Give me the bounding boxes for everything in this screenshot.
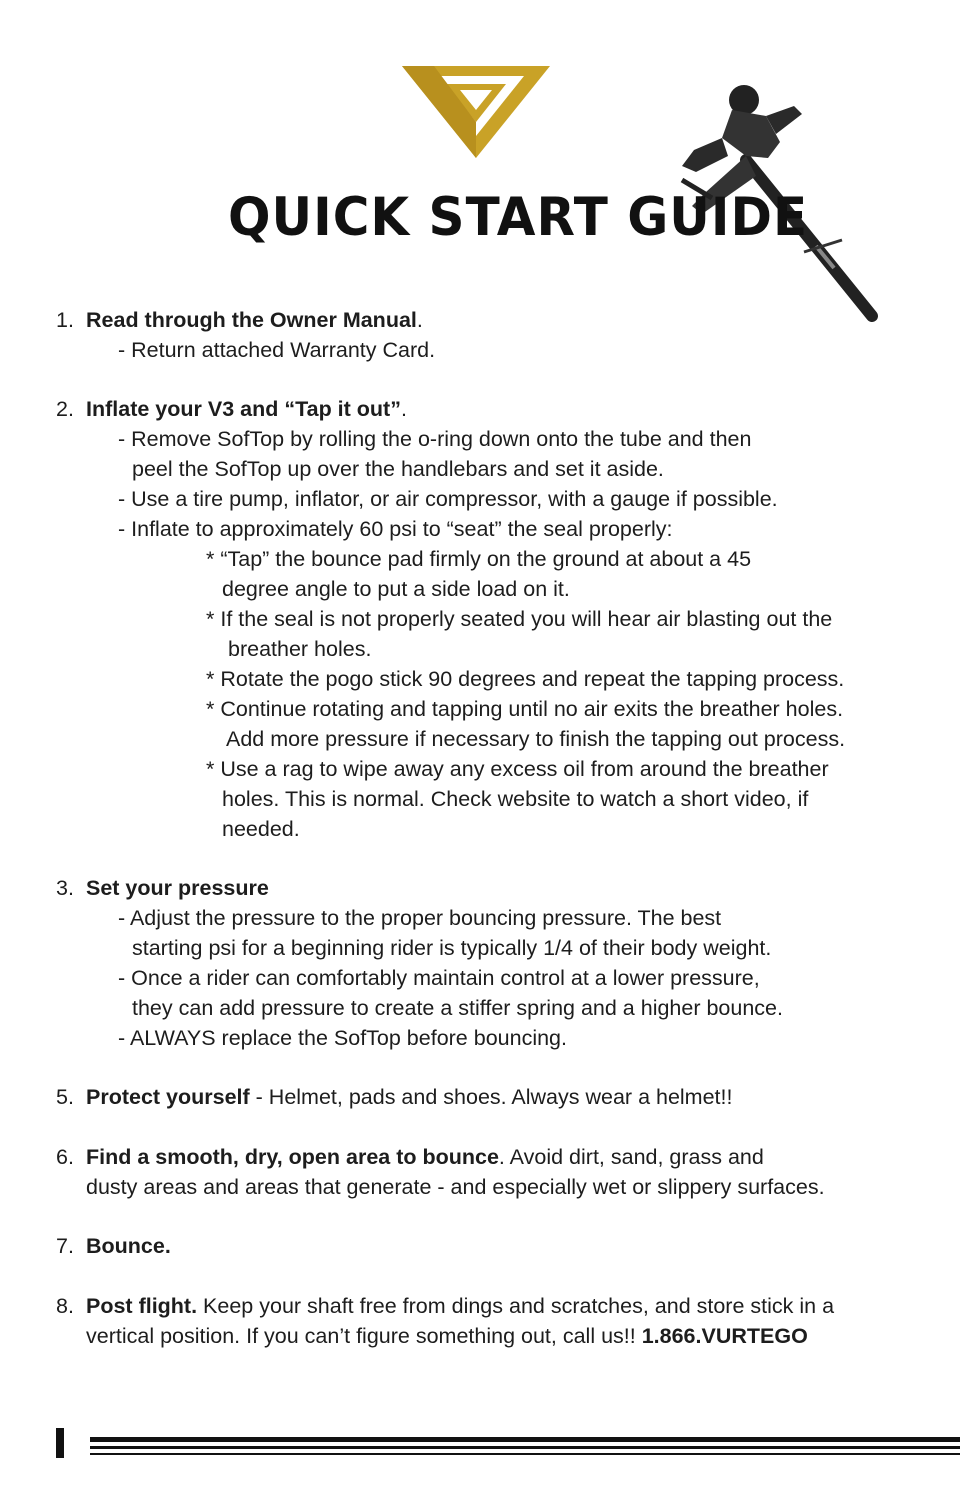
step-3-line: starting psi for a beginning rider is typically 1/4 of their body weight. bbox=[132, 936, 772, 960]
step-2-line: - Use a tire pump, inflator, or air compressor, with a gauge if possible. bbox=[118, 487, 778, 511]
step-8-heading: 8. Post flight. Keep your shaft free from dings and scratches, and store stick in a bbox=[56, 1294, 835, 1318]
page-title: QUICK START GUIDE bbox=[228, 186, 809, 248]
step-3-line: - ALWAYS replace the SofTop before bouncing. bbox=[118, 1026, 567, 1050]
step-1-line: - Return attached Warranty Card. bbox=[118, 338, 436, 362]
step-3-line: they can add pressure to create a stiffer spring and a higher bounce. bbox=[132, 996, 783, 1020]
step-2-subline: Add more pressure if necessary to finish the tapping out process. bbox=[226, 727, 846, 751]
step-2-subline: needed. bbox=[222, 817, 300, 841]
step-5-heading: 5. Protect yourself - Helmet, pads and shoes. Always wear a helmet!! bbox=[56, 1085, 733, 1109]
step-6-line: dusty areas and areas that generate - and especially wet or slippery surfaces. bbox=[86, 1175, 825, 1199]
vurtego-logo-icon bbox=[398, 62, 554, 160]
step-6-heading: 6. Find a smooth, dry, open area to bounce. Avoid dirt, sand, grass and bbox=[56, 1145, 764, 1169]
step-3-line: - Adjust the pressure to the proper bouncing pressure. The best bbox=[118, 906, 722, 930]
step-2-subline: breather holes. bbox=[228, 637, 372, 661]
footer-rule bbox=[90, 1446, 960, 1449]
step-2-line: - Remove SofTop by rolling the o-ring down onto the tube and then bbox=[118, 427, 752, 451]
step-2-subline: * If the seal is not properly seated you will hear air blasting out the bbox=[206, 607, 833, 631]
step-2-line: peel the SofTop up over the handlebars and set it aside. bbox=[132, 457, 664, 481]
page-number bbox=[56, 1428, 64, 1458]
step-2-subline: degree angle to put a side load on it. bbox=[222, 577, 570, 601]
step-2-subline: * Rotate the pogo stick 90 degrees and repeat the tapping process. bbox=[206, 667, 845, 691]
footer-rule bbox=[90, 1437, 960, 1442]
step-2-subline: * Continue rotating and tapping until no air exits the breather holes. bbox=[206, 697, 844, 721]
step-2-subline: holes. This is normal. Check website to watch a short video, if bbox=[222, 787, 809, 811]
step-1-heading: 1. Read through the Owner Manual. bbox=[56, 308, 423, 332]
phone-number: 1.866.VURTEGO bbox=[641, 1324, 808, 1348]
step-2-subline: * Use a rag to wipe away any excess oil from around the breather bbox=[206, 757, 829, 781]
step-2-heading: 2. Inflate your V3 and “Tap it out”. bbox=[56, 397, 407, 421]
step-7-heading: 7. Bounce. bbox=[56, 1234, 171, 1258]
footer-rule bbox=[90, 1453, 960, 1455]
step-2-line: - Inflate to approximately 60 psi to “seat” the seal properly: bbox=[118, 517, 673, 541]
step-8-line: vertical position. If you can’t figure something out, call us!! 1.866.VURTEGO bbox=[86, 1324, 808, 1348]
step-3-heading: 3. Set your pressure bbox=[56, 876, 269, 900]
step-2-subline: * “Tap” the bounce pad firmly on the ground at about a 45 bbox=[206, 547, 752, 571]
step-3-line: - Once a rider can comfortably maintain control at a lower pressure, bbox=[118, 966, 760, 990]
